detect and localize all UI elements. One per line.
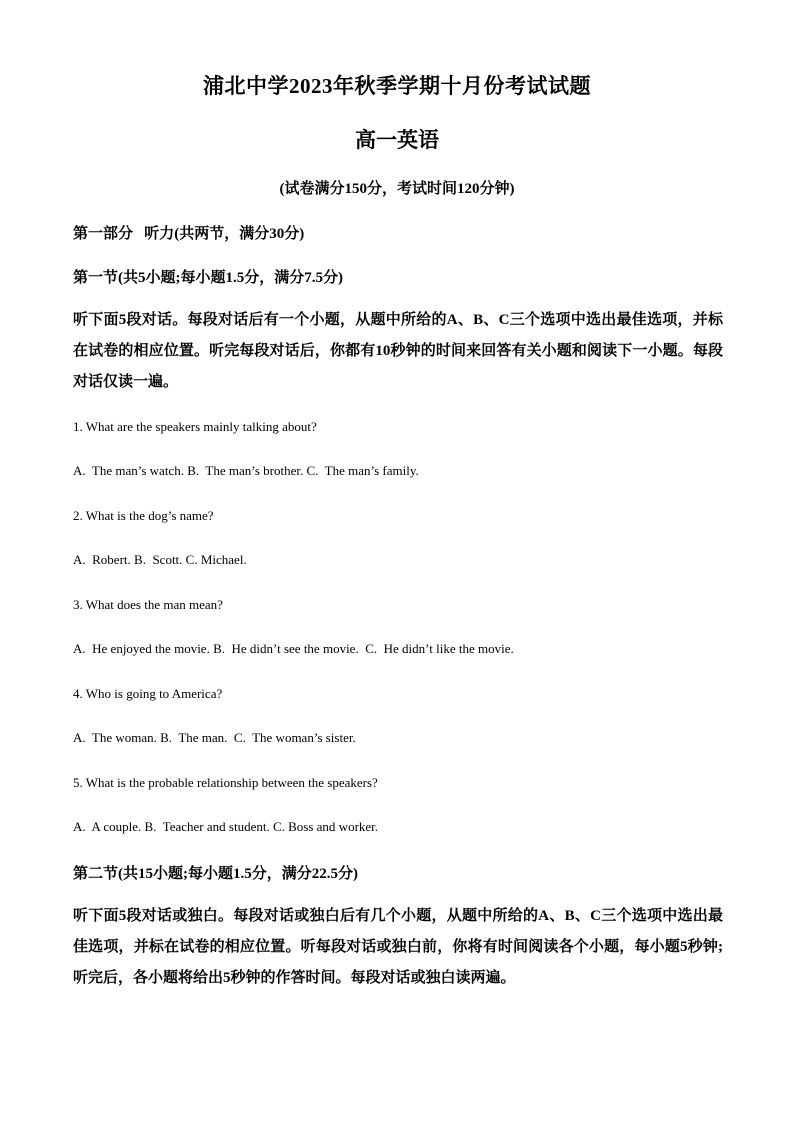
question-2: 2. What is the dog’s name?	[73, 508, 214, 523]
question-3-options: A. He enjoyed the movie. B. He didn’t see the movie. C. He didn’t like the movie.	[73, 641, 514, 656]
part1-heading: 第一部分 听力(共两节，满分30分)	[73, 226, 305, 242]
question-5: 5. What is the probable relationship between the speakers?	[73, 775, 378, 790]
section1-heading: 第一节(共5小题;每小题1.5分，满分7.5分)	[73, 270, 343, 286]
section1-instruction: 听下面5段对话。每段对话后有一个小题，从题中所给的A、B、C三个选项中选出最佳选项，并标在试卷的相应位置。听完每段对话后，你都有10秒钟的时间来回答有关小题和阅读下一小题。每段对话仅读一遍。	[73, 312, 723, 390]
exam-subject: 高一英语	[355, 128, 439, 152]
question-4-options: A. The woman. B. The man. C. The woman’s sister.	[73, 730, 356, 745]
question-2-options: A. Robert. B. Scott. C. Michael.	[73, 552, 247, 567]
exam-score-time-note: (试卷满分150分，考试时间120分钟)	[279, 181, 515, 197]
section2-heading: 第二节(共15小题;每小题1.5分，满分22.5分)	[73, 866, 358, 882]
question-3: 3. What does the man mean?	[73, 597, 223, 612]
section2-instruction: 听下面5段对话或独白。每段对话或独白后有几个小题，从题中所给的A、B、C三个选项中选出最佳选项，并标在试卷的相应位置。听每段对话或独白前，你将有时间阅读各个小题，每小题5秒钟;听完后，各小题将给出5秒钟的作答时间。每段对话或独白读两遍。	[73, 908, 723, 986]
question-5-options: A. A couple. B. Teacher and student. C. Boss and worker.	[73, 819, 379, 834]
exam-title: 浦北中学2023年秋季学期十月份考试试题	[203, 74, 591, 98]
question-4: 4. Who is going to America?	[73, 686, 223, 701]
question-1-options: A. The man’s watch. B. The man’s brother. C. The man’s family.	[73, 463, 419, 478]
question-1: 1. What are the speakers mainly talking about?	[73, 419, 317, 434]
